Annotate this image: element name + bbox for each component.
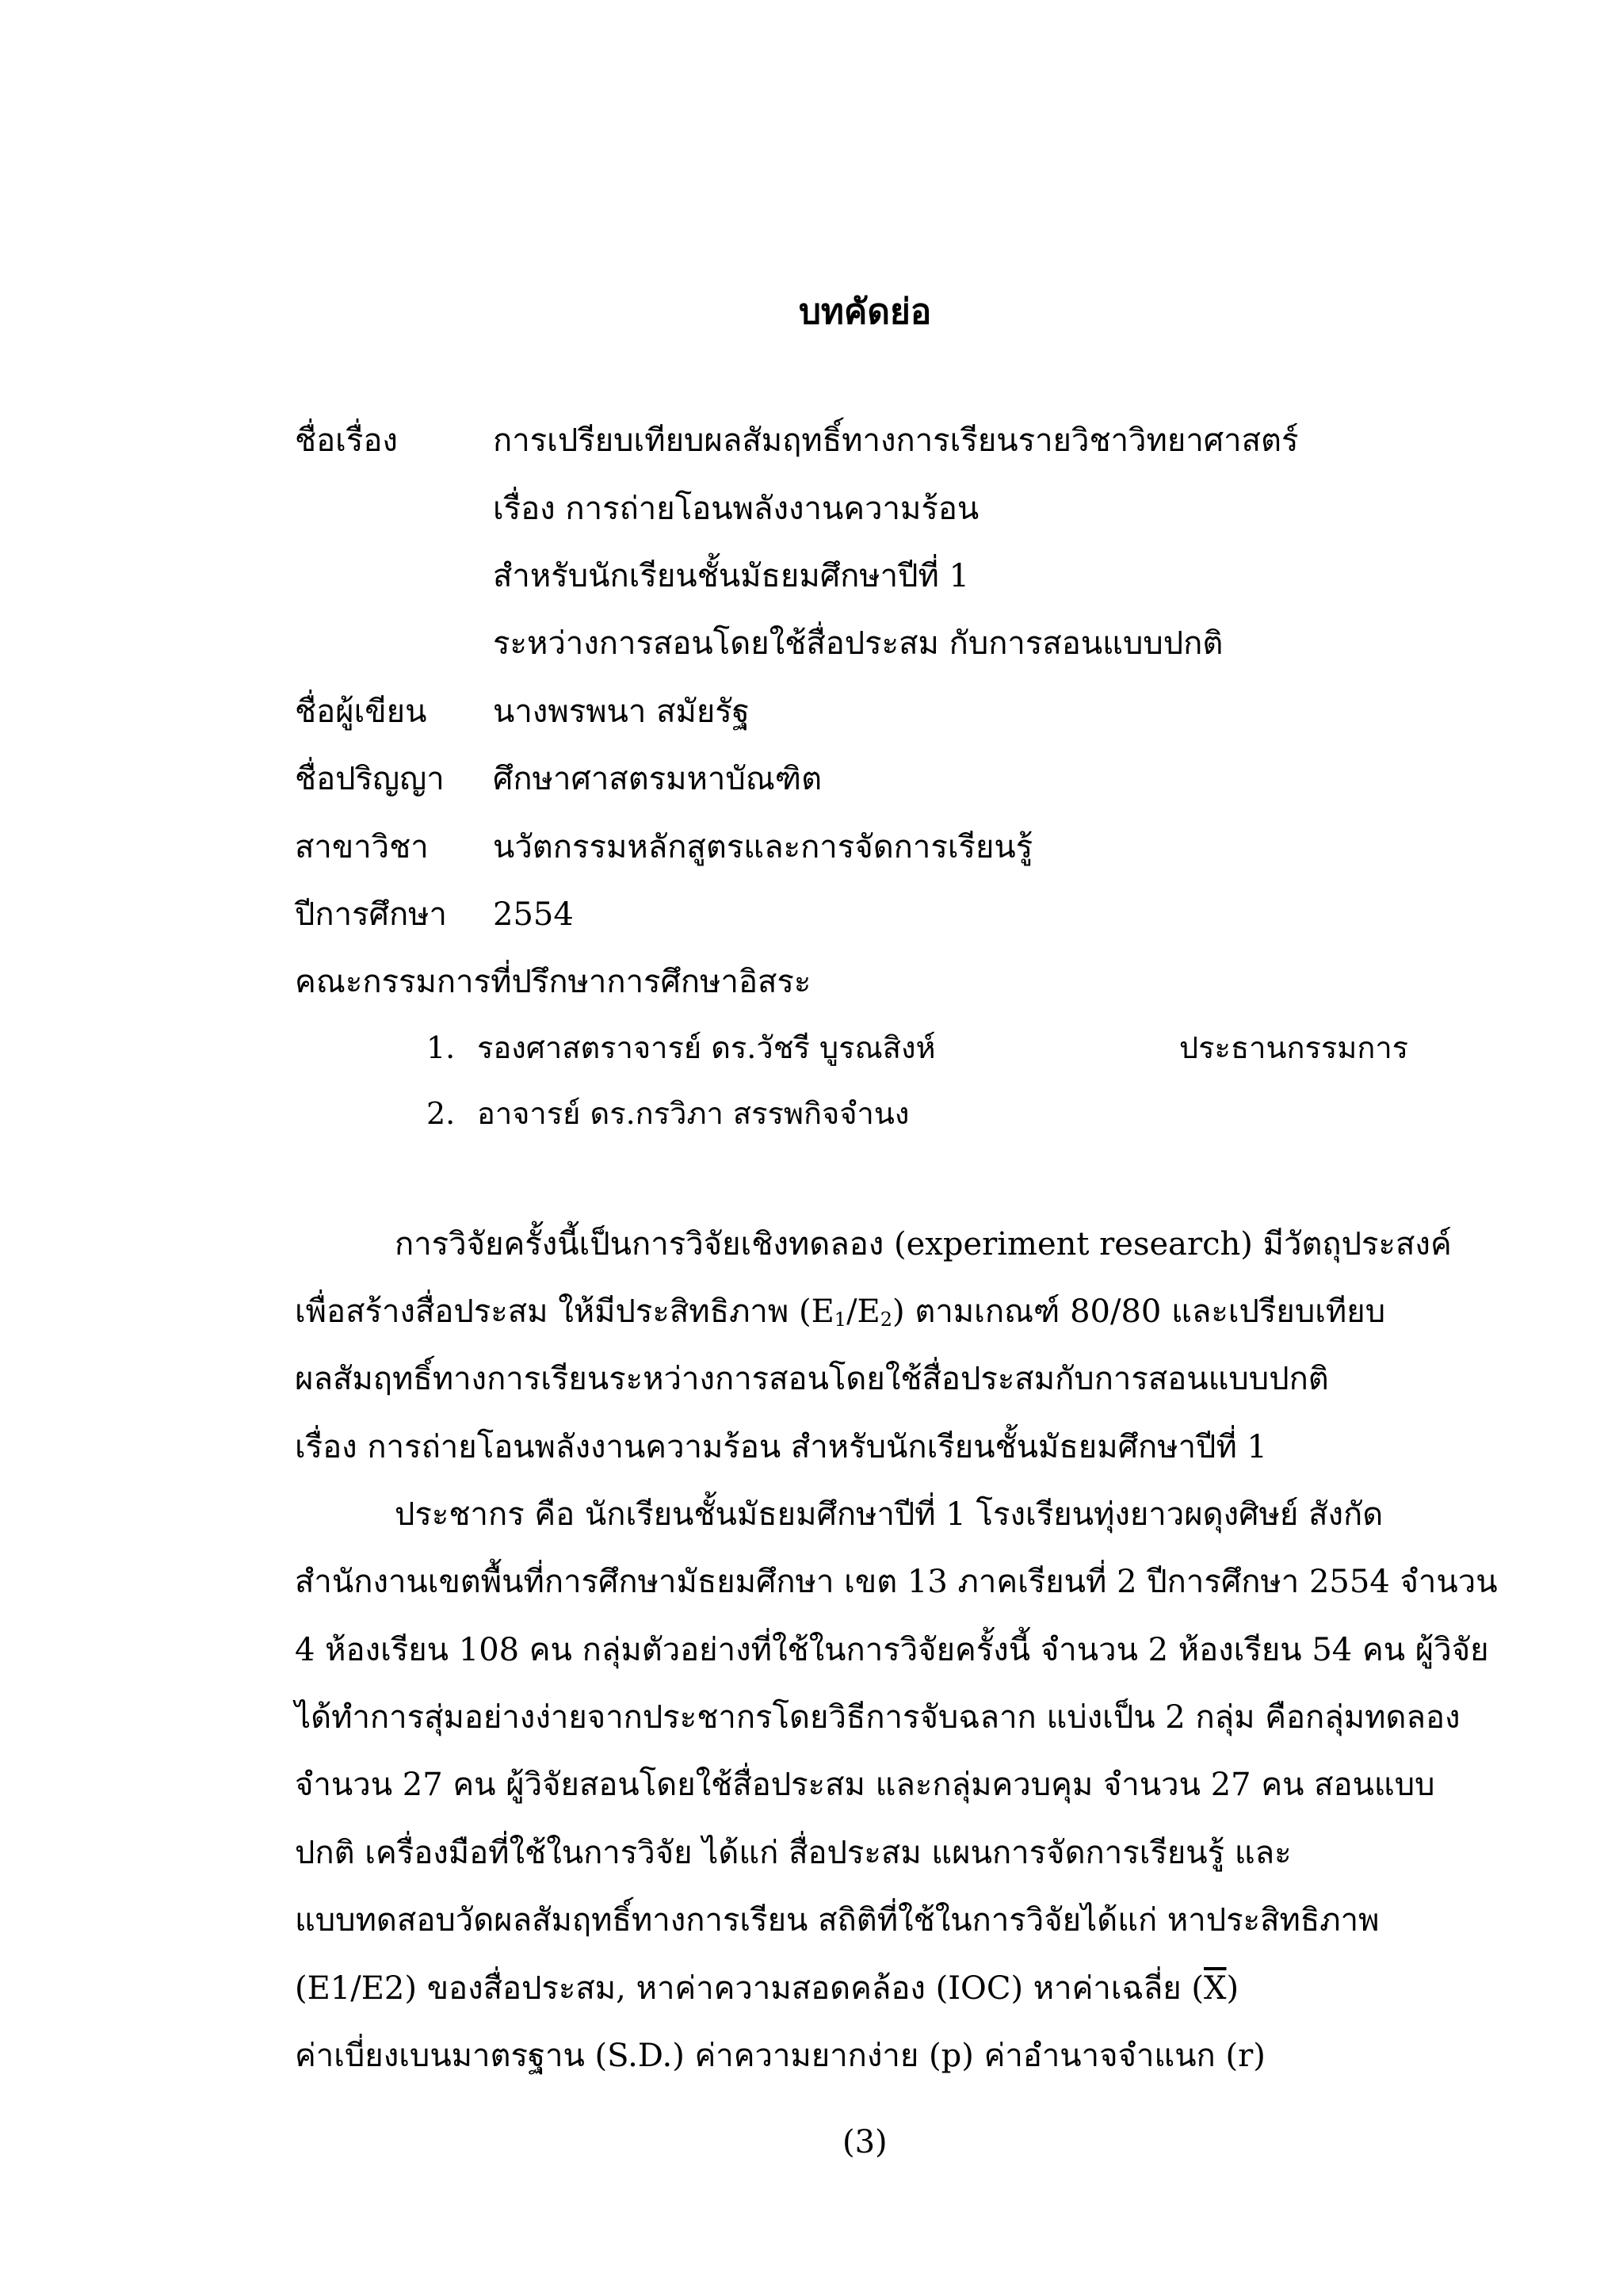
degree-label: ชื่อปริญญา <box>295 761 445 797</box>
committee-number-2: 2. <box>426 1096 456 1131</box>
committee-number-1: 1. <box>426 1030 456 1065</box>
major-label: สาขาวิชา <box>295 829 429 865</box>
abstract-p1-line-4: เรื่อง การถ่ายโอนพลังงานความร้อน สำหรับนักเรียนชั้นมัธยมศึกษาปีที่ 1 <box>295 1429 1267 1465</box>
committee-label: คณะกรรมการที่ปรึกษาการศึกษาอิสระ <box>295 964 812 1000</box>
p1-line-2-part-c: ) ตามเกณฑ์ 80/80 และเปรียบเทียบ <box>892 1293 1386 1330</box>
p1-line-2-part-a: เพื่อสร้างสื่อประสม ให้มีประสิทธิภาพ (E <box>295 1293 834 1330</box>
author-label: ชื่อผู้เขียน <box>295 693 427 730</box>
thesis-title-line-2: เรื่อง การถ่ายโอนพลังงานความร้อน <box>493 491 980 527</box>
abstract-p2-line-8 <box>295 1970 1239 2007</box>
committee-name-2: อาจารย์ ดร.กรวิภา สรรพกิจจำนง <box>477 1096 910 1131</box>
subscript-2: 2 <box>880 1308 893 1331</box>
abstract-p1-line-3: ผลสัมฤทธิ์ทางการเรียนระหว่างการสอนโดยใช้สื่อประสมกับการสอนแบบปกติ <box>295 1361 1329 1397</box>
academic-year: 2554 <box>493 896 574 933</box>
committee-name-1: รองศาสตราจารย์ ดร.วัชรี บูรณสิงห์ <box>477 1030 936 1065</box>
thesis-title-line-4: ระหว่างการสอนโดยใช้สื่อประสม กับการสอนแบบปกติ <box>493 625 1224 662</box>
page-title: บทคัดย่อ <box>799 292 932 332</box>
abstract-p1-line-2 <box>295 1293 1386 1331</box>
abstract-p2-line-3: 4 ห้องเรียน 108 คน กลุ่มตัวอย่างที่ใช้ในการวิจัยครั้งนี้ จำนวน 2 ห้องเรียน 54 คน ผู้วิจัย <box>295 1632 1489 1668</box>
thesis-title-line-1: การเปรียบเทียบผลสัมฤทธิ์ทางการเรียนรายวิชาวิทยาศาสตร์ <box>493 422 1299 459</box>
mean-symbol: $\overline{X}$ <box>1204 1970 1227 2007</box>
subscript-1: 1 <box>834 1308 847 1331</box>
year-label: ปีการศึกษา <box>295 896 447 933</box>
thesis-title-line-3: สำหรับนักเรียนชั้นมัธยมศึกษาปีที่ 1 <box>493 558 970 594</box>
committee-role-1: ประธานกรรมการ <box>1179 1030 1409 1065</box>
major-name: นวัตกรรมหลักสูตรและการจัดการเรียนรู้ <box>493 829 1033 865</box>
abstract-p2-line-1: ประชากร คือ นักเรียนชั้นมัธยมศึกษาปีที่ 1 โรงเรียนทุ่งยาวผดุงศิษย์ สังกัด <box>395 1496 1384 1533</box>
abstract-p2-line-4: ได้ทำการสุ่มอย่างง่ายจากประชากรโดยวิธีการจับฉลาก แบ่งเป็น 2 กลุ่ม คือกลุ่มทดลอง <box>295 1699 1461 1736</box>
abstract-p2-line-9: ค่าเบี่ยงเบนมาตรฐาน (S.D.) ค่าความยากง่าย (p) ค่าอำนาจจำแนก (r) <box>295 2038 1266 2074</box>
abstract-p2-line-2: สำนักงานเขตพื้นที่การศึกษามัธยมศึกษา เขต 13 ภาคเรียนที่ 2 ปีการศึกษา 2554 จำนวน <box>295 1564 1498 1600</box>
p2-line-8-part-b: ) <box>1226 1970 1239 2007</box>
p1-line-2-part-b: /E <box>846 1293 880 1330</box>
title-label: ชื่อเรื่อง <box>295 422 398 459</box>
page-number: (3) <box>842 2124 888 2160</box>
author-name: นางพรพนา สมัยรัฐ <box>493 693 750 730</box>
abstract-p1-line-1: การวิจัยครั้งนี้เป็นการวิจัยเชิงทดลอง (experiment research) มีวัตถุประสงค์ <box>395 1226 1452 1263</box>
abstract-p2-line-5: จำนวน 27 คน ผู้วิจัยสอนโดยใช้สื่อประสม และกลุ่มควบคุม จำนวน 27 คน สอนแบบ <box>295 1767 1435 1803</box>
abstract-p2-line-6: ปกติ เครื่องมือที่ใช้ในการวิจัย ได้แก่ สื่อประสม แผนการจัดการเรียนรู้ และ <box>295 1835 1292 1871</box>
p2-line-8-part-a: (E1/E2) ของสื่อประสม, หาค่าความสอดคล้อง (IOC) หาค่าเฉลี่ย ( <box>295 1970 1205 2007</box>
abstract-p2-line-7: แบบทดสอบวัดผลสัมฤทธิ์ทางการเรียน สถิติที่ใช้ในการวิจัยได้แก่ หาประสิทธิภาพ <box>295 1902 1380 1939</box>
degree-name: ศึกษาศาสตรมหาบัณฑิต <box>493 761 823 797</box>
